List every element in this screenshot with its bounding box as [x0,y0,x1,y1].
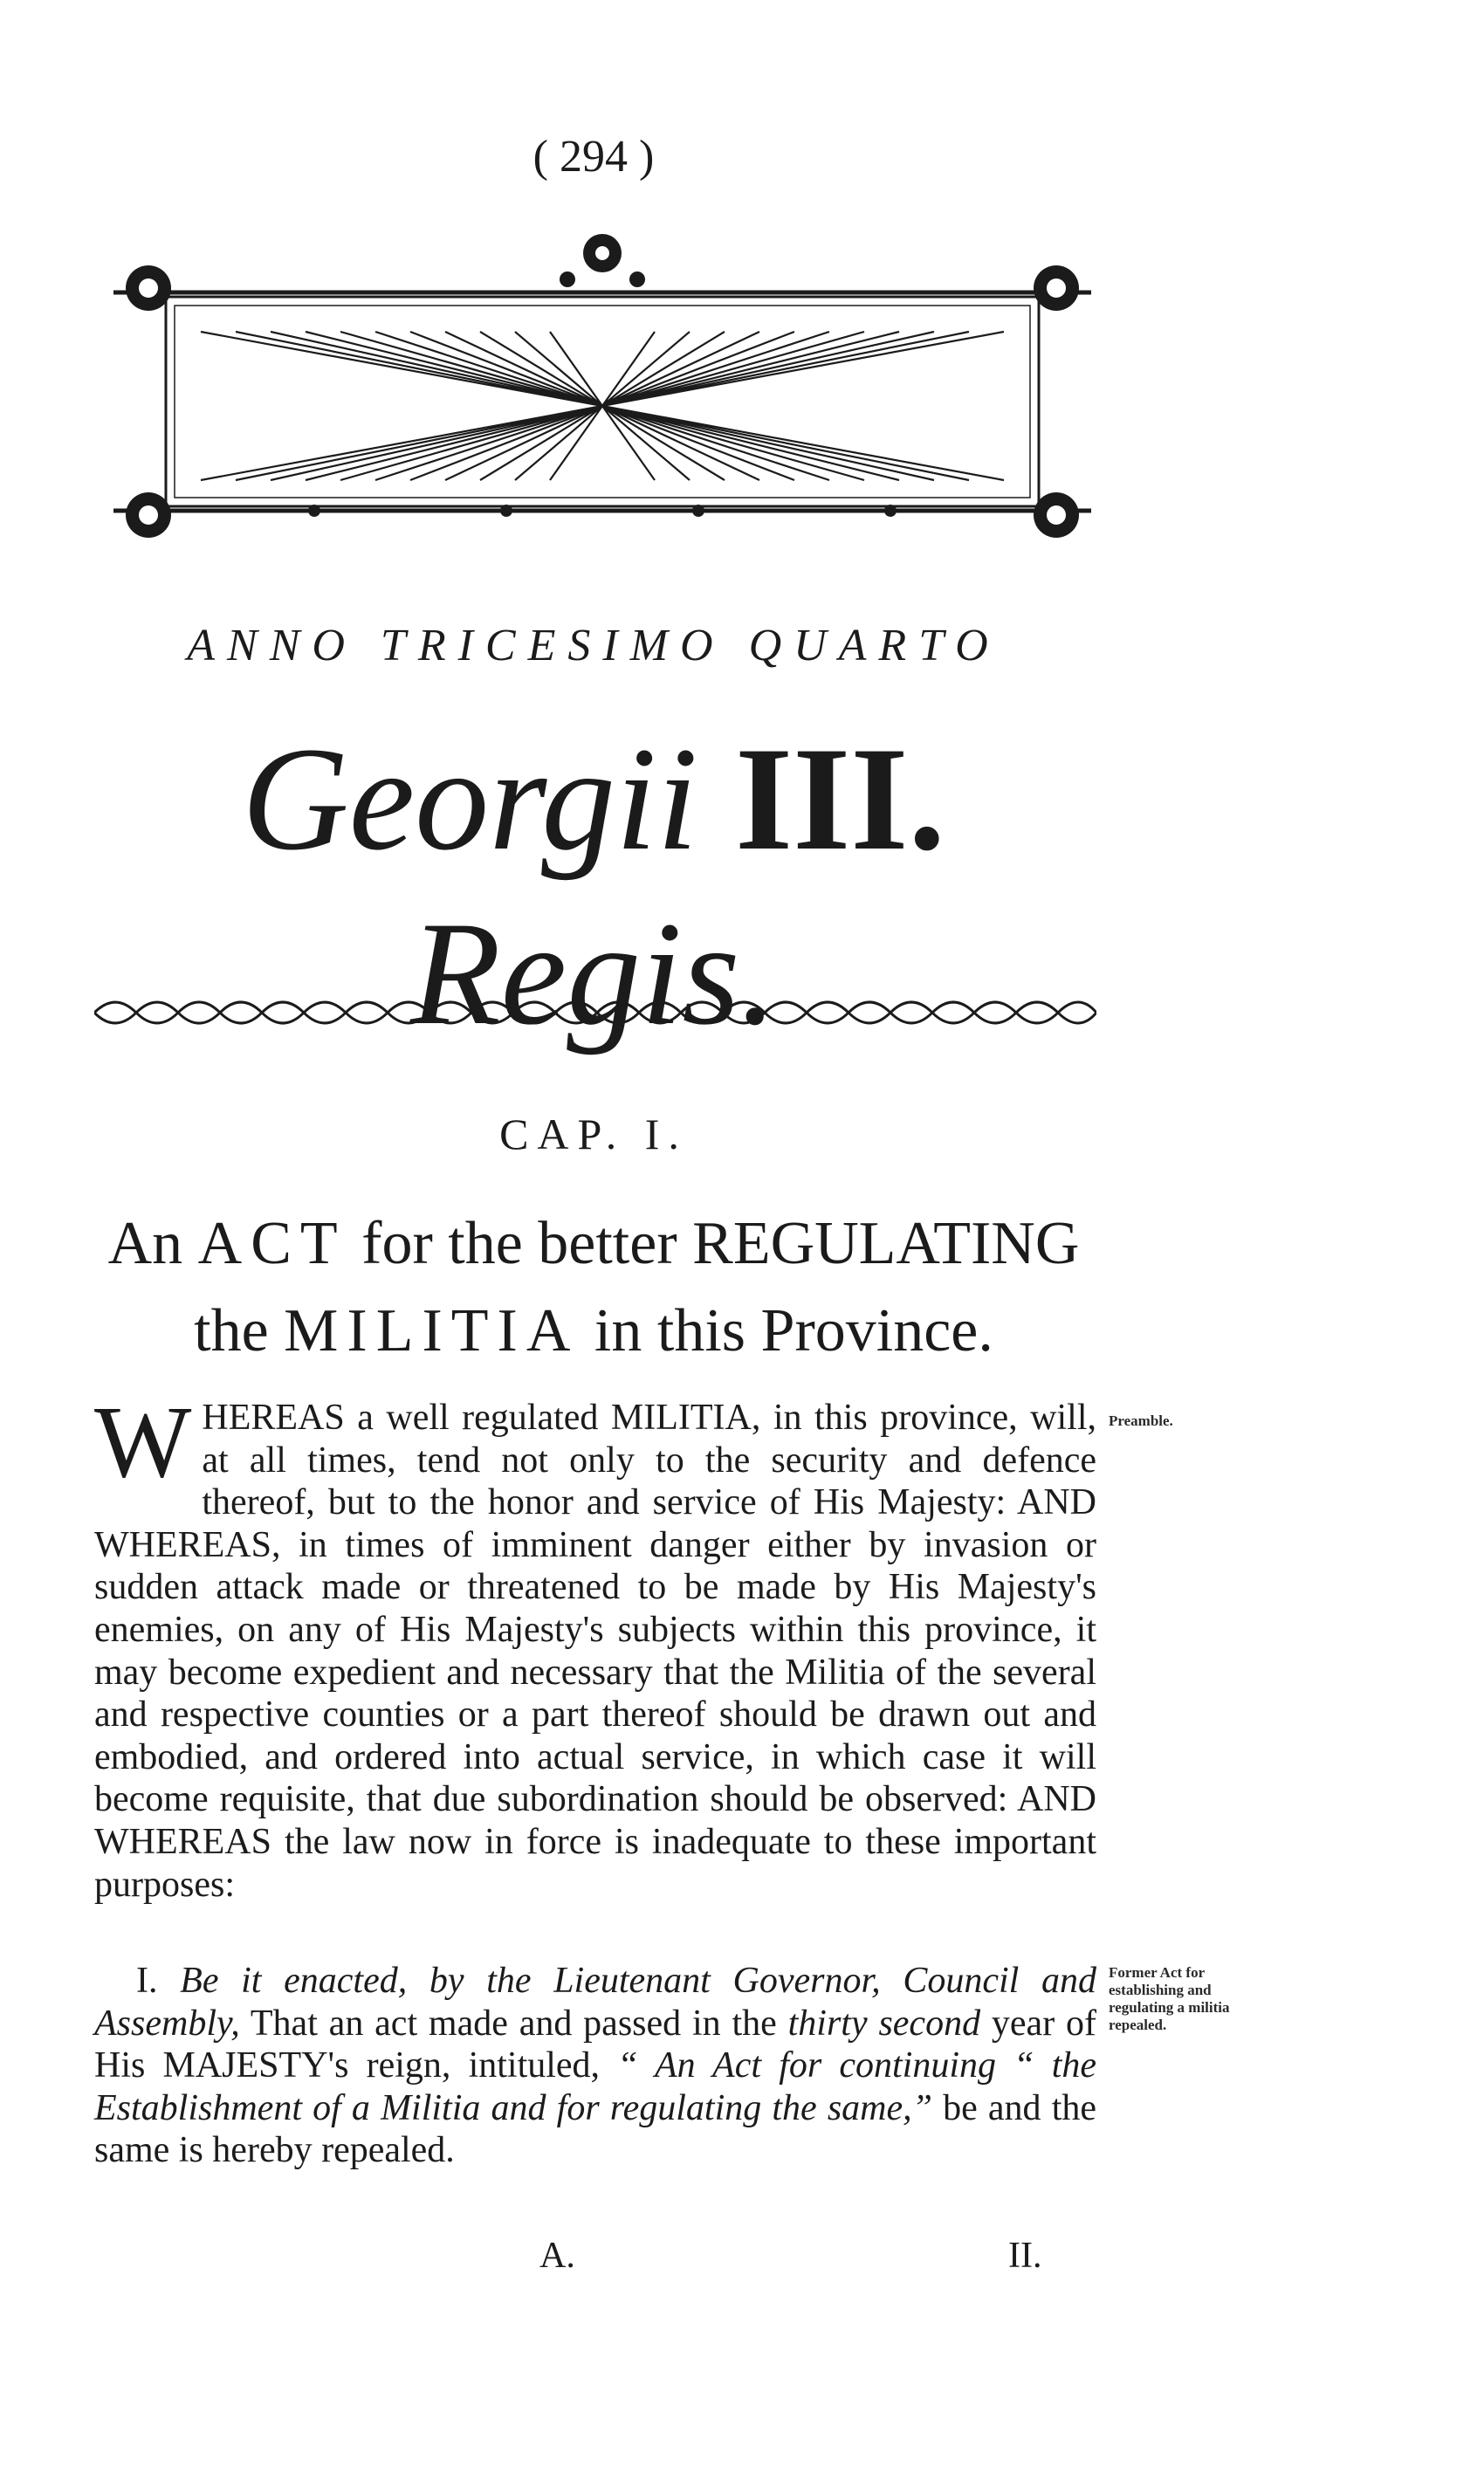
margin-note-former-act: Former Act for establishing and regulating a militia repealed. [1109,1964,1230,2033]
headpiece-ornament [113,218,1091,585]
preamble-paragraph [94,1385,1096,1906]
regis-word: Regis. [409,891,778,1055]
georgii-word: Georgii [241,717,698,881]
catchword: II. [1008,2236,1042,2276]
act-title-regulating: REGULATING [692,1210,1080,1277]
preamble-text: HEREAS a well regulated MILITIA, in this province, will, at all times, tend not only to the security and defence thereof, but to the honor and service of His Majesty: AND WHEREAS, in times of imminent danger either by invasion or sudden attack made or threatened to be made by His Majesty's enemies, on any of His Majesty's subjects within this province, it may become expedient and necessary that the Militia of the several and respective counties or a part thereof should be drawn out and embodied, and ordered into actual service, in which case it will become requisite, that due subordination should be observed: AND WHEREAS the law now in force is inadequate to these important purposes: [94,1398,1096,1905]
act-title-act: ACT [197,1210,347,1277]
margin-note-preamble: Preamble. [1109,1412,1173,1429]
enacting-clause: Be it enacted, by the Lieutenant Governor, Council and Assembly, [94,1961,1096,2044]
drop-cap: W [94,1385,192,1499]
act-title [87,1200,1100,1375]
act-title-for: for the better [361,1210,677,1277]
act-title-the: the [194,1297,269,1364]
thirty-second-phrase: thirty second [787,2003,981,2044]
chapter-label: CAP. I. [499,1110,688,1158]
act-title-end: in this Province. [594,1297,993,1364]
section-text-b: year of His MAJESTY's reign, intituled, [94,2003,1096,2086]
section-numeral: I. [136,1961,158,2001]
regnal-year-heading: ANNO TRICESIMO QUARTO [187,621,1000,670]
section-text-c: be and the same is hereby repealed. [94,2087,1097,2171]
section-text-a: That an act made and passed in the [250,2003,777,2044]
act-title-an: An [107,1210,183,1277]
section-one-paragraph [94,1960,1096,2172]
page-number: ( 294 ) [532,132,655,182]
cited-act-title: “ An Act for continuing “ the Establishment of a Militia and for regulating the same,” [94,2045,1097,2128]
signature-mark: A. [539,2236,575,2276]
act-title-militia: MILITIA [284,1297,580,1364]
decorative-band [94,986,1096,1039]
regnal-numeral: III. [735,717,946,881]
